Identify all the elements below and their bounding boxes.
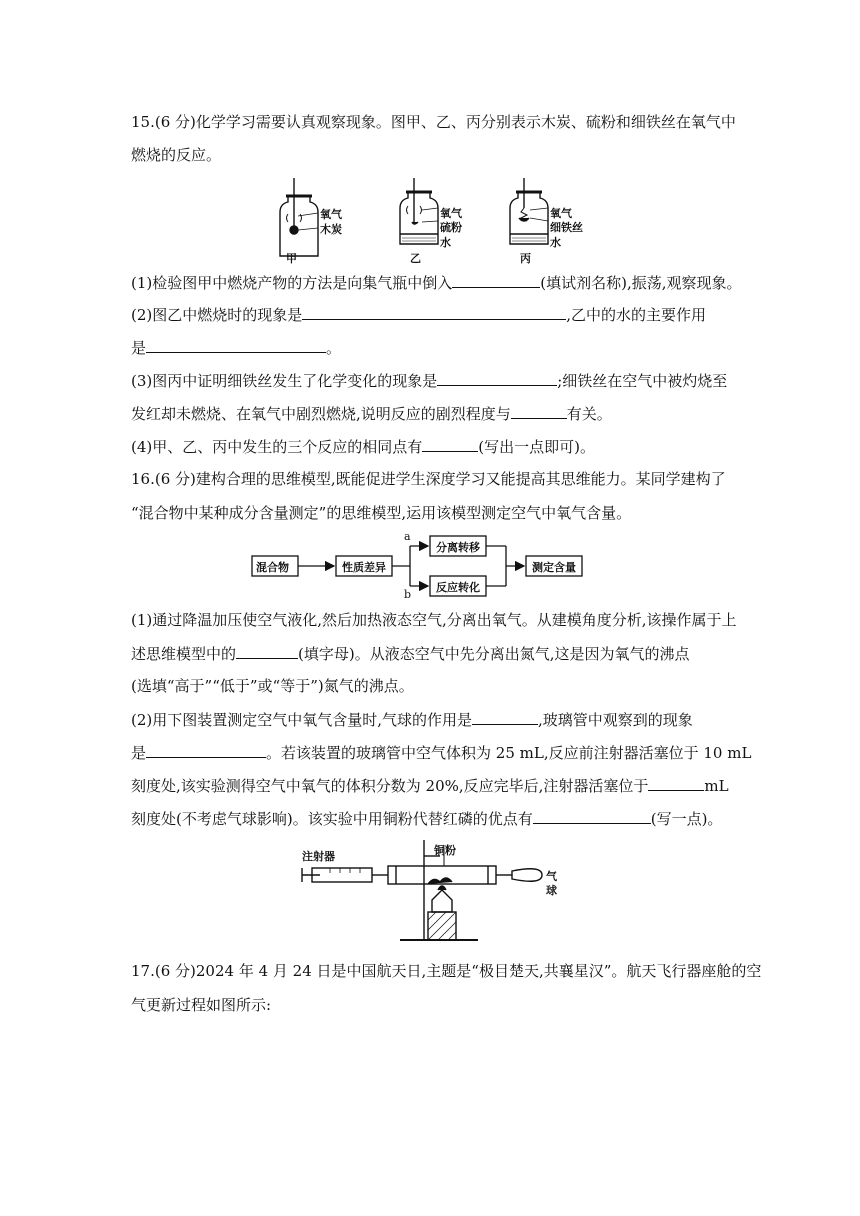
answer-blank[interactable] — [511, 403, 567, 419]
syringe-label: 注射器 — [302, 850, 335, 863]
balloon-label-1: 气 — [546, 870, 557, 883]
flow-label-separation: 分离转移 — [436, 541, 480, 554]
bing-sub-label: 细铁丝 — [550, 221, 583, 234]
syringe-barrel — [312, 868, 372, 882]
q16-part-1-cont: 述思维模型中的 (填字母)。从液态空气中先分离出氮气,这是因为氧气的沸点 — [131, 645, 690, 663]
jia-label: 甲 — [286, 252, 297, 265]
copper-label: 铜粉 — [434, 844, 456, 857]
bing-gas-label: 氧气 — [550, 207, 572, 220]
q16-line-1: 16.(6 分)建构合理的思维模型,既能促进学生深度学习又能提高其思维能力。某同学建构了 — [131, 470, 726, 488]
q16-part-2-cont: 是 。若该装置的玻璃管中空气体积为 25 mL,反应前注射器活塞位于 10 mL — [131, 744, 752, 762]
answer-blank[interactable] — [648, 775, 704, 791]
yi-sub-label: 硫粉 — [440, 221, 462, 234]
bing-water-label: 水 — [550, 236, 561, 249]
flow-label-measure: 测定含量 — [532, 561, 576, 574]
branch-b-label: b — [404, 588, 412, 601]
q16-part-2: (2)用下图装置测定空气中氧气含量时,气球的作用是 ,玻璃管中观察到的现象 — [131, 711, 693, 729]
q15-line-2: 燃烧的反应。 — [131, 146, 222, 164]
q15-part-4: (4)甲、乙、丙中发生的三个反应的相同点有 (写出一点即可)。 — [131, 438, 595, 456]
yi-water-label: 水 — [440, 236, 451, 249]
q17-line-2: 气更新过程如图所示: — [131, 996, 272, 1014]
answer-blank[interactable] — [452, 272, 540, 288]
q15-part-1: (1)检验图甲中燃烧产物的方法是向集气瓶中倒入 (填试剂名称),振荡,观察现象。 — [131, 274, 742, 292]
q15-part-3: (3)图丙中证明细铁丝发生了化学变化的现象是 ;细铁丝在空气中被灼烧至 — [131, 372, 728, 390]
jar-yi — [400, 178, 438, 244]
q16-line-2: “混合物中某种成分含量测定”的思维模型,运用该模型测定空气中氧气含量。 — [131, 504, 632, 522]
answer-blank[interactable] — [437, 370, 557, 386]
q16-part-1: (1)通过降温加压使空气液化,然后加热液态空气,分离出氧气。从建模角度分析,该操作属于上 — [131, 611, 737, 629]
q15-part-3-cont: 发红却未燃烧、在氧气中剧烈燃烧,说明反应的剧烈程度与 有关。 — [131, 405, 612, 423]
bing-label: 丙 — [520, 252, 531, 265]
jia-sub-label: 木炭 — [320, 223, 342, 236]
balloon-label-2: 球 — [546, 884, 557, 897]
q17-line-1: 17.(6 分)2024 年 4 月 24 日是中国航天日,主题是“极目楚天,共襄星汉”。航天飞行器座舱的空 — [131, 962, 762, 980]
yi-label: 乙 — [410, 252, 421, 265]
flow-label-property: 性质差异 — [342, 561, 386, 574]
answer-blank[interactable] — [422, 436, 478, 452]
answer-blank[interactable] — [236, 643, 298, 659]
q15-part-2-cont: 是 。 — [131, 339, 342, 357]
flow-label-reaction: 反应转化 — [436, 581, 480, 594]
jar-bing — [510, 178, 548, 244]
answer-blank[interactable] — [472, 709, 538, 725]
jar-jia — [280, 178, 318, 256]
answer-blank[interactable] — [146, 742, 266, 758]
answer-blank[interactable] — [533, 808, 651, 824]
answer-blank[interactable] — [146, 337, 326, 353]
branch-a-label: a — [404, 530, 411, 543]
jia-gas-label: 氧气 — [320, 208, 342, 221]
q16-part-2-line3: 刻度处,该实验测得空气中氧气的体积分数为 20%,反应完毕后,注射器活塞位于 mL — [131, 777, 729, 795]
yi-gas-label: 氧气 — [440, 207, 462, 220]
flow-label-mixture: 混合物 — [256, 561, 289, 574]
answer-blank[interactable] — [302, 304, 566, 320]
q15-line-1: 15.(6 分)化学学习需要认真观察现象。图甲、乙、丙分别表示木炭、硫粉和细铁丝在氧气中 — [131, 113, 736, 131]
q16-part-1-end: (选填“高于”“低于”或“等于”)氮气的沸点。 — [131, 677, 414, 695]
q16-part-2-line4: 刻度处(不考虑气球影响)。该实验中用铜粉代替红磷的优点有 (写一点)。 — [131, 810, 723, 828]
q15-part-2: (2)图乙中燃烧时的现象是 ,乙中的水的主要作用 — [131, 306, 707, 324]
